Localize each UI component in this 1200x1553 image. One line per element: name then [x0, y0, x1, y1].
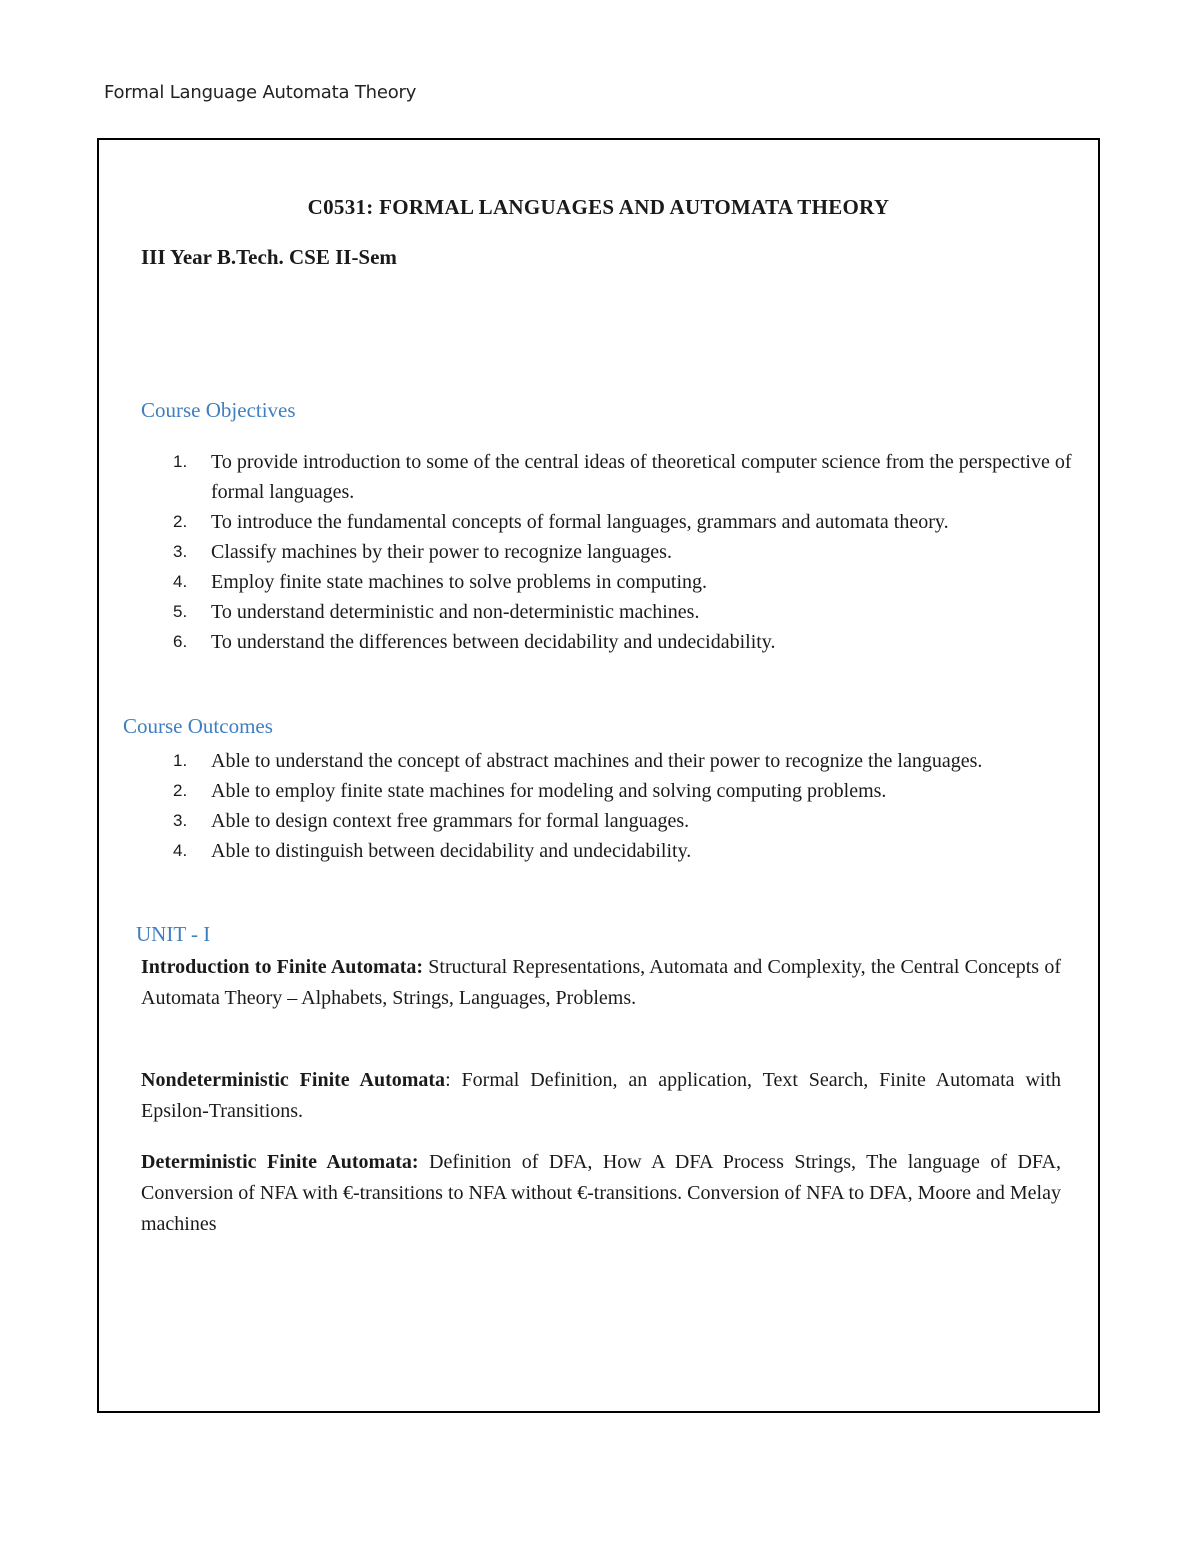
running-header: Formal Language Automata Theory — [104, 82, 417, 103]
list-item: 3. Classify machines by their power to recognize languages. — [173, 541, 672, 563]
outcomes-list — [139, 746, 1089, 866]
course-year: III Year B.Tech. CSE II-Sem — [141, 245, 397, 269]
list-item: 3. Able to design context free grammars for formal languages. — [173, 810, 690, 832]
list-item: 2. Able to employ finite state machines for modeling and solving computing problems. — [173, 780, 887, 802]
list-item: 1. Able to understand the concept of abstract machines and their power to recognize the languages. — [173, 750, 983, 772]
list-item: 6. To understand the differences between decidability and undecidability. — [173, 631, 776, 653]
syllabus-box — [97, 138, 1100, 1413]
objectives-heading: Course Objectives — [141, 398, 296, 422]
unit-paragraph-nfa: Nondeterministic Finite Automata: Formal Definition, an application, Text Search, Finite Automata with Epsilon-Transitions. — [141, 1069, 1062, 1122]
list-item: 4. Employ finite state machines to solve problems in computing. — [173, 571, 708, 593]
course-title: C0531: FORMAL LANGUAGES AND AUTOMATA THEORY — [307, 195, 890, 219]
list-item: 2. To introduce the fundamental concepts of formal languages, grammars and automata theory. — [173, 511, 949, 533]
unit-heading: UNIT - I — [136, 922, 211, 946]
list-item: 1. To provide introduction to some of the central ideas of theoretical computer science from the perspective of formal languages. — [173, 451, 1072, 503]
objectives-list — [139, 447, 1089, 657]
list-item: 4. Able to distinguish between decidability and undecidability. — [173, 840, 692, 862]
unit-paragraph-dfa: Deterministic Finite Automata: Definition of DFA, How A DFA Process Strings, The language of DFA, Conversion of NFA with €-transitions to NFA without €-transitions. Conversion of NFA to DFA, Moore and Melay machines — [141, 1151, 1061, 1235]
unit-paragraph-intro: Introduction to Finite Automata: Structural Representations, Automata and Complexity, the Central Concepts of Automata Theory – Alphabets, Strings, Languages, Problems. — [141, 956, 1061, 1009]
outcomes-heading: Course Outcomes — [123, 714, 273, 738]
list-item: 5. To understand deterministic and non-deterministic machines. — [173, 601, 700, 623]
